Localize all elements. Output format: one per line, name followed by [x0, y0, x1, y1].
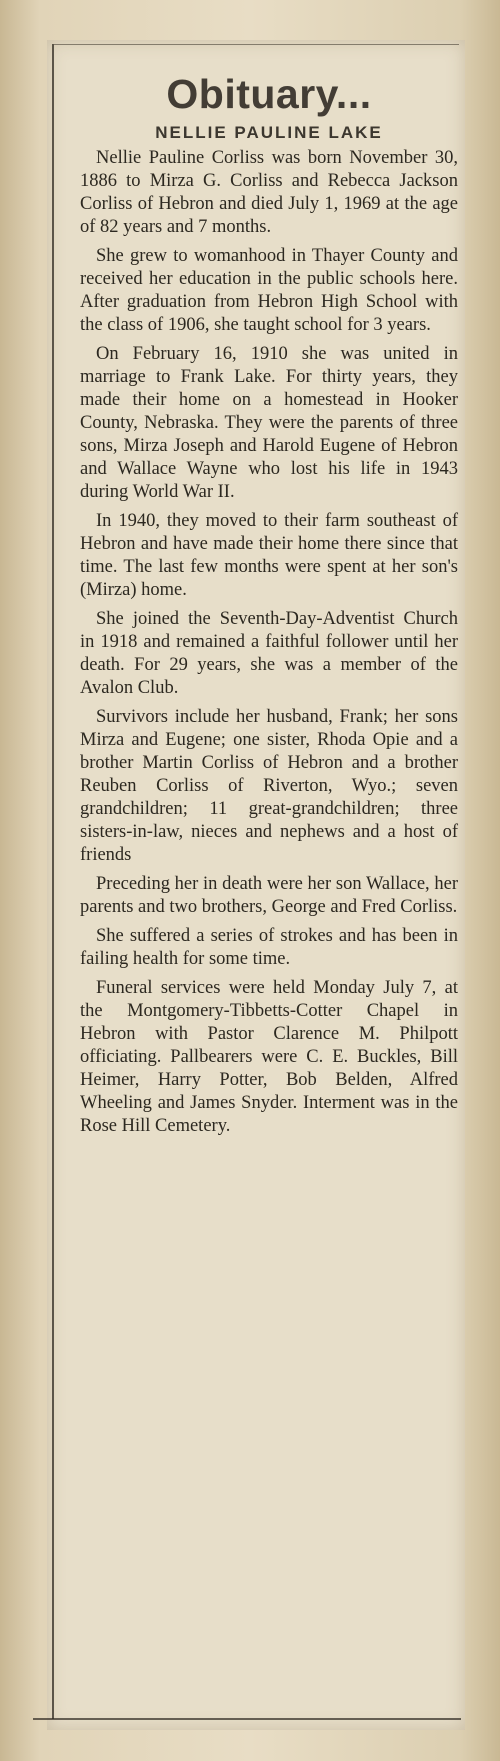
paragraph-preceding: Preceding her in death were her son Wallace, her parents and two brothers, George and Fred Corliss. — [80, 874, 458, 917]
paragraph-funeral: Funeral services were held Monday July 7, at the Montgomery-Tibbetts-Cotter Chapel in Hebron with Pastor Clarence M. Philpott officiating. Pallbearers were C. E. Buckles, Bill Heimer, Harry Potter, Bob Belden, Alfred Wheeling and James Snyder. Interment was in the Rose Hill Cemetery. — [80, 978, 458, 1136]
paragraph-health: She suffered a series of strokes and has been in failing health for some time. — [80, 926, 458, 969]
paragraph-church: She joined the Seventh-Day-Adventist Church in 1918 and remained a faithful follower until her death. For 29 years, she was a member of the Avalon Club. — [80, 609, 458, 698]
paragraph-marriage: On February 16, 1910 she was united in marriage to Frank Lake. For thirty years, they made their home on a homestead in Hooker County, Nebraska. They were the parents of three sons, Mirza Joseph and Harold Eugene of Hebron and Wallace Wayne who lost his life in 1943 during World War II. — [80, 344, 458, 502]
left-column-rule — [52, 44, 54, 1719]
paragraph-farm: In 1940, they moved to their farm southeast of Hebron and have made their home there since that time. The last few months were spent at her son's (Mirza) home. — [80, 511, 458, 600]
top-rule — [54, 44, 459, 45]
obituary-article — [80, 71, 458, 1144]
deceased-name: NELLIE PAULINE LAKE — [155, 123, 383, 142]
paragraph-birth: Nellie Pauline Corliss was born November 30, 1886 to Mirza G. Corliss and Rebecca Jackson Corliss of Hebron and died July 1, 1969 at the age of 82 years and 7 months. — [80, 148, 458, 237]
paragraph-education: She grew to womanhood in Thayer County and received her education in the public schools here. After graduation from Hebron High School with the class of 1906, she taught school for 3 years. — [80, 246, 458, 335]
obituary-heading: Obituary... — [166, 71, 372, 117]
bottom-rule — [33, 1718, 461, 1720]
paragraph-survivors: Survivors include her husband, Frank; her sons Mirza and Eugene; one sister, Rhoda Opie and a brother Martin Corliss of Hebron and a brother Reuben Corliss of Riverton, Wyo.; seven grandchildren; 11 great-grandchildren; three sisters-in-law, nieces and nephews and a host of friends — [80, 707, 458, 865]
